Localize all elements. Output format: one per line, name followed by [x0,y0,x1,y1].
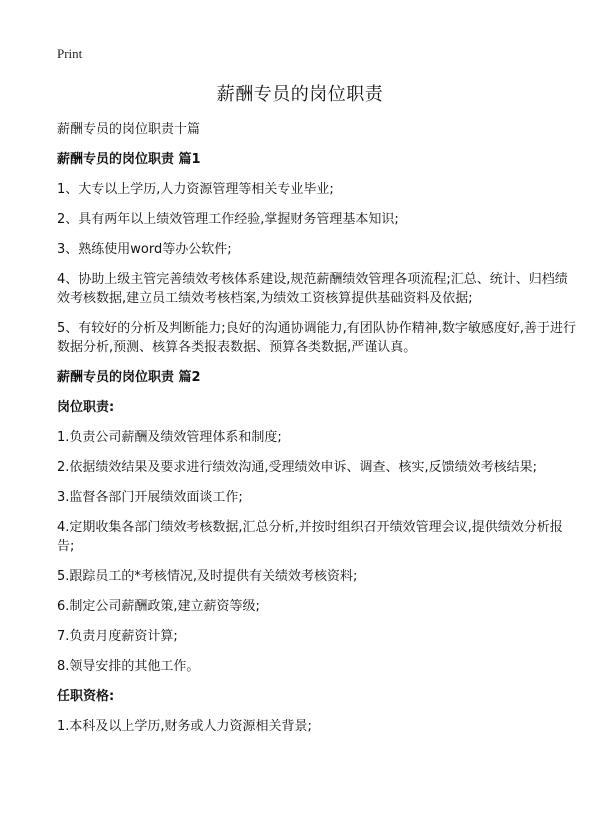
duties-heading: 岗位职责: [57,400,115,415]
list-item: 8.领导安排的其他工作。 [57,659,200,674]
list-item: 1、大专以上学历,人力资源管理等相关专业毕业; [57,182,334,197]
list-item: 6.制定公司薪酬政策,建立薪资等级; [57,599,260,614]
document-body [57,112,577,736]
qualifications-heading: 任职资格: [57,689,115,704]
list-item: 3、熟练使用word等办公软件; [57,242,232,257]
list-item: 4.定期收集各部门绩效考核数据,汇总分析,并按时组织召开绩效管理会议,提供绩效分析报告; [57,520,563,554]
list-item: 7.负责月度薪资计算; [57,629,178,644]
print-label: Print [57,46,83,61]
list-item: 5、有较好的分析及判断能力;良好的沟通协调能力,有团队协作精神,数字敏感度好,善于进行数据分析,预测、核算各类报表数据、预算各类数据,严谨认真。 [57,321,577,355]
section-heading-2: 薪酬专员的岗位职责 篇2 [57,370,201,385]
list-item: 1.本科及以上学历,财务或人力资源相关背景; [57,719,312,734]
list-item: 2、具有两年以上绩效管理工作经验,掌握财务管理基本知识; [57,212,399,227]
section-heading-1: 薪酬专员的岗位职责 篇1 [57,152,201,167]
list-item: 2.依据绩效结果及要求进行绩效沟通,受理绩效申诉、调查、核实,反馈绩效考核结果; [57,460,538,475]
page-title: 薪酬专员的岗位职责 [216,84,384,105]
document-subtitle: 薪酬专员的岗位职责十篇 [57,122,201,137]
list-item: 5.跟踪员工的*考核情况,及时提供有关绩效考核资料; [57,569,358,584]
list-item: 4、协助上级主管完善绩效考核体系建设,规范薪酬绩效管理各项流程;汇总、统计、归档绩效考核数据,建立员工绩效考核档案,为绩效工资核算提供基础资料及依据; [57,272,568,306]
list-item: 3.监督各部门开展绩效面谈工作; [57,490,243,505]
list-item: 1.负责公司薪酬及绩效管理体系和制度; [57,430,282,445]
